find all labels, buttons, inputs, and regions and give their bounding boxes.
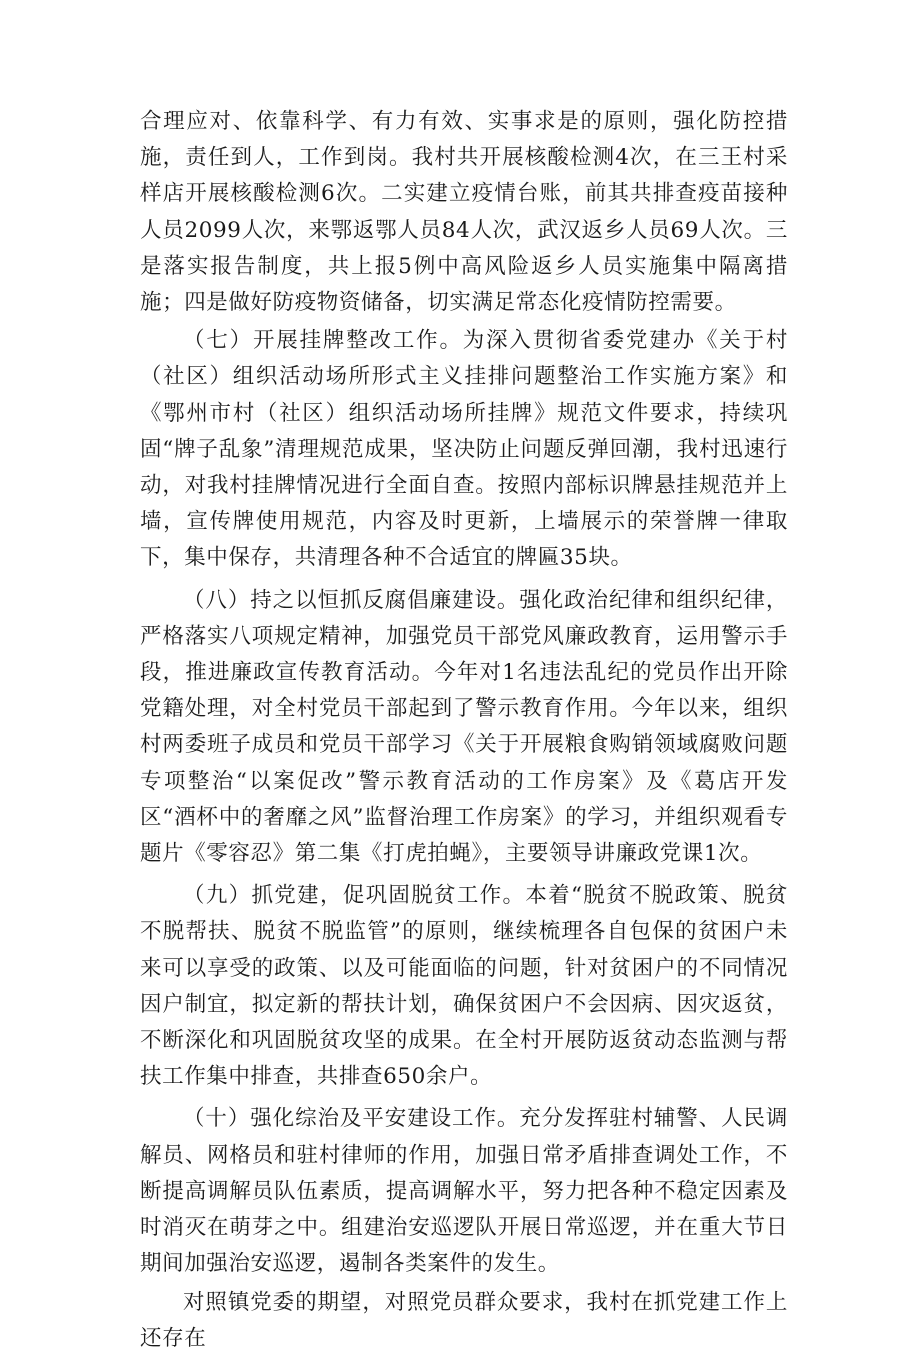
paragraph-public-security: （十）强化综治及平安建设工作。充分发挥驻村辅警、人民调解员、网格员和驻村律师的作用，加强日常矛盾排查调处工作，不断提高调解员队伍素质，提高调解水平，努力把各种不稳定因素及时消灭在萌芽之中。组建治安巡逻队开展日常巡逻，并在重大节日期间加强治安巡逻，遏制各类案件的发生。 xyxy=(140,1106,788,1277)
paragraph-anti-corruption: （八）持之以恒抓反腐倡廉建设。强化政治纪律和组织纪律，严格落实八项规定精神，加强党员干部党风廉政教育，运用警示手段，推进廉政宣传教育活动。今年对1名违法乱纪的党员作出开除党籍处理，对全村党员干部起到了警示教育作用。今年以来，组织村两委班子成员和党员干部学习《关于开展粮食购销领域腐败问题专项整治“以案促改”警示教育活动的工作房案》及《葛店开发区“酒杯中的奢靡之风”监督治理工作房案》的学习，并组织观看专题片《零容忍》第二集《打虎拍蝇》，主要领导讲廉政党课1次。 xyxy=(140,587,788,867)
paragraph-epidemic-control: 合理应对、依靠科学、有力有效、实事求是的原则，强化防控措施，责任到人，工作到岗。我村共开展核酸检测4次，在三王村采样店开展核酸检测6次。二实建立疫情台账，前其共排查疫苗接种人员2099人次，来鄂返鄂人员84人次，武汉返乡人员69人次。三是落实报告制度，共上报5例中高风险返乡人员实施集中隔离措施；四是做好防疫物资储备，切实满足常态化疫情防控需要。 xyxy=(140,109,788,316)
document-body xyxy=(140,104,788,1357)
paragraph-shortcomings: 对照镇党委的期望，对照党员群众要求，我村在抓党建工作上还存在 xyxy=(140,1289,788,1351)
paragraph-poverty-alleviation: （九）抓党建，促巩固脱贫工作。本着“脱贫不脱政策、脱贫不脱帮扶、脱贫不脱监管”的原则，继续梳理各自包保的贫困户未来可以享受的政策、以及可能面临的问题，针对贫困户的不同情况因户制宜，拟定新的帮扶计划，确保贫困户不会因病、因灾返贫，不断深化和巩固脱贫攻坚的成果。在全村开展防返贫动态监测与帮扶工作集中排查，共排查650余户。 xyxy=(140,883,788,1090)
paragraph-signage-rectification: （七）开展挂牌整改工作。为深入贯彻省委党建办《关于村（社区）组织活动场所形式主义挂排问题整治工作实施方案》和《鄂州市村（社区）组织活动场所挂牌》规范文件要求，持续巩固“牌子乱象”清理规范成果，坚决防止问题反弹回潮，我村迅速行动，对我村挂牌情况进行全面自查。按照内部标识牌悬挂规范并上墙，宣传牌使用规范，内容及时更新，上墙展示的荣誉牌一律取下，集中保存，共清理各种不合适宜的牌匾35块。 xyxy=(140,328,788,571)
